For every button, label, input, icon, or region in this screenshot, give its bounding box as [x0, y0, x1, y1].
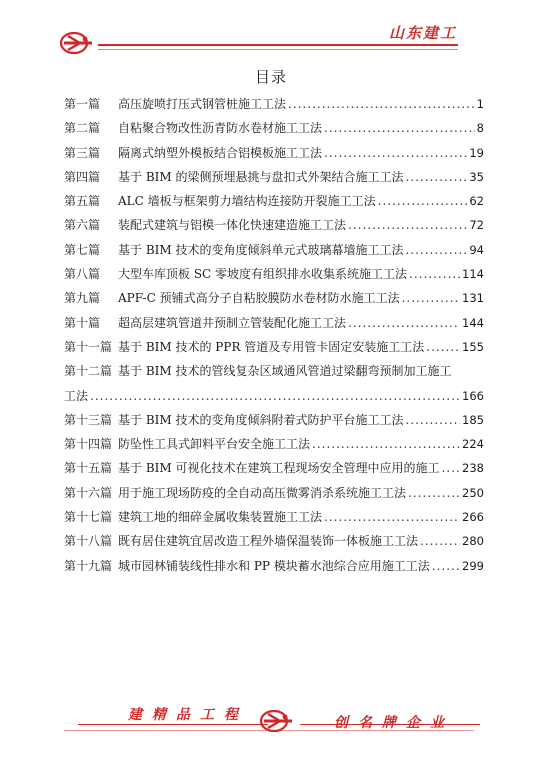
toc-chapter: 第四篇 [64, 169, 101, 184]
toc-leader-dots [426, 335, 460, 359]
toc-entry-title: APF-C 预铺式高分子自粘胶膜防水卷材防水施工工法 [118, 291, 400, 306]
toc-leader-dots [432, 554, 460, 578]
toc-entry[interactable] [64, 408, 484, 432]
toc-leader-dots [324, 116, 475, 140]
toc-leader-dots [405, 238, 467, 262]
toc-leader-dots [324, 141, 467, 165]
toc-leader-dots [408, 481, 460, 505]
toc-leader-dots [90, 384, 460, 408]
toc-chapter: 第九篇 [64, 291, 101, 306]
toc-entry-title: 用于施工现场防疫的全自动高压微雾消杀系统施工工法 [118, 485, 407, 500]
toc-page-number: 62 [469, 194, 484, 209]
footer-slogan-right: 创名牌企业 [334, 715, 454, 731]
toc-entry-title: 基于 BIM 技术的变角度倾斜单元式玻璃幕墙施工工法 [118, 242, 404, 257]
toc-page-number: 266 [462, 510, 484, 525]
toc-leader-dots [324, 505, 460, 529]
toc-chapter: 第十四篇 [64, 437, 113, 452]
toc-entry[interactable] [64, 505, 484, 529]
toc-entry-title: 基于 BIM 技术的管线复杂区域通风管道过梁翻弯预制加工施工 [118, 364, 452, 379]
toc-entry[interactable] [64, 165, 484, 189]
toc-entry-title: 高压旋喷打压式钢管桩施工工法 [118, 97, 287, 111]
toc-entry-title: 自粘聚合物改性沥青防水卷材施工工法 [118, 121, 323, 136]
toc-entry[interactable] [64, 116, 484, 140]
toc-leader-dots [409, 262, 460, 286]
toc-entry-title: 基于 BIM 技术的变角度倾斜附着式防护平台施工工法 [118, 412, 404, 427]
toc-chapter: 第十篇 [64, 315, 101, 330]
toc-chapter: 第八篇 [64, 267, 101, 282]
toc-chapter: 第十六篇 [64, 485, 113, 500]
header-rule-thin [98, 49, 458, 50]
toc-page-number: 114 [462, 267, 484, 282]
toc-entry-title: 基于 BIM 可视化技术在建筑工程现场安全管理中应用的施工 [118, 461, 440, 476]
toc-leader-dots [312, 432, 460, 456]
toc-entry-title: 基于 BIM 技术的 PPR 管道及专用管卡固定安装施工工法 [118, 339, 425, 354]
toc-page-number: 166 [462, 388, 484, 403]
toc-leader-dots [405, 165, 467, 189]
toc-entry[interactable] [64, 286, 484, 310]
toc-entry-title: 防坠性工具式卸料平台安全施工工法 [118, 437, 311, 452]
toc-entry[interactable] [64, 529, 484, 553]
toc-page-number: 72 [469, 218, 484, 233]
toc-page-number: 19 [469, 145, 484, 160]
toc-page-number: 250 [462, 485, 484, 500]
toc-entry-title-continued: 工法 [64, 388, 89, 403]
toc-entry[interactable] [64, 456, 484, 480]
toc-chapter: 第十二篇 [64, 364, 113, 379]
toc-chapter: 第一篇 [64, 97, 101, 111]
toc-page-number: 299 [462, 558, 484, 573]
toc-entry[interactable] [64, 335, 484, 359]
toc-title: 目录 [254, 68, 287, 86]
toc-leader-dots [348, 311, 460, 335]
toc-entry-title: 城市园林铺装线性排水和 PP 模块蓄水池综合应用施工工法 [118, 558, 430, 573]
toc-entry-continuation[interactable] [64, 384, 484, 408]
toc-entry[interactable] [64, 359, 484, 383]
toc-leader-dots [378, 189, 468, 213]
toc-entry-title: 建筑工地的细碎金属收集装置施工工法 [118, 510, 323, 525]
company-logo-icon [58, 30, 98, 56]
toc-entry[interactable] [64, 554, 484, 578]
toc-leader-dots [348, 213, 467, 237]
toc-page-number: 224 [462, 437, 484, 452]
toc-entry[interactable] [64, 311, 484, 335]
toc-entry[interactable] [64, 432, 484, 456]
toc-chapter: 第五篇 [64, 194, 101, 209]
toc-entry[interactable] [64, 481, 484, 505]
toc-chapter: 第七篇 [64, 242, 101, 257]
page-header [0, 0, 542, 70]
toc-chapter: 第十九篇 [64, 558, 113, 573]
toc-entry-title: 装配式建筑与铝模一体化快速建造施工工法 [118, 218, 347, 233]
toc-entry-title: 隔离式纳塑外模板结合铝模板施工工法 [118, 145, 323, 160]
toc-page-number: 131 [462, 291, 484, 306]
footer-rule-left [78, 724, 268, 725]
toc-chapter: 第六篇 [64, 218, 101, 233]
company-name: 山东建工 [388, 24, 457, 42]
toc-entry-title: 超高层建筑管道井预制立管装配化施工工法 [118, 315, 347, 330]
toc-chapter: 第三篇 [64, 145, 101, 160]
footer-slogan-left: 建精品工程 [128, 707, 248, 723]
toc-page-number: 144 [462, 315, 484, 330]
toc-chapter: 第十五篇 [64, 461, 113, 476]
header-rule [98, 44, 458, 46]
toc-entry-title: ALC 墙板与框架剪力墙结构连接防开裂施工工法 [118, 194, 376, 209]
toc-entry[interactable] [64, 189, 484, 213]
toc-leader-dots [420, 529, 460, 553]
toc-leader-dots [402, 286, 460, 310]
page-footer [0, 692, 542, 752]
toc-chapter: 第十三篇 [64, 412, 113, 427]
toc-entry-title: 大型车库顶板 SC 零坡度有组织排水收集系统施工工法 [118, 267, 408, 282]
toc-page-number: 155 [462, 339, 484, 354]
toc-chapter: 第二篇 [64, 121, 101, 136]
toc-leader-dots [405, 408, 460, 432]
toc-page-number: 280 [462, 534, 484, 549]
toc-entry[interactable] [64, 213, 484, 237]
toc-page-number: 238 [462, 461, 484, 476]
toc-entry[interactable] [64, 262, 484, 286]
toc-chapter: 第十一篇 [64, 339, 113, 354]
toc-leader-dots [288, 92, 475, 116]
toc-entry-title: 基于 BIM 的梁侧预埋悬挑与盘扣式外架结合施工工法 [118, 169, 404, 184]
toc-page-number: 8 [476, 121, 484, 136]
toc-leader-dots [441, 456, 460, 480]
toc-entry[interactable] [64, 238, 484, 262]
table-of-contents [64, 92, 484, 578]
toc-page-number: 185 [462, 412, 484, 427]
toc-page-number: 1 [476, 97, 484, 111]
toc-page-number: 94 [469, 242, 484, 257]
toc-entry-title: 既有居住建筑宜居改造工程外墙保温装饰一体板施工工法 [118, 534, 419, 549]
toc-page-number: 35 [469, 169, 484, 184]
toc-entry[interactable] [64, 141, 484, 165]
toc-chapter: 第十八篇 [64, 534, 113, 549]
toc-chapter: 第十七篇 [64, 510, 113, 525]
toc-entry[interactable] [64, 92, 484, 116]
